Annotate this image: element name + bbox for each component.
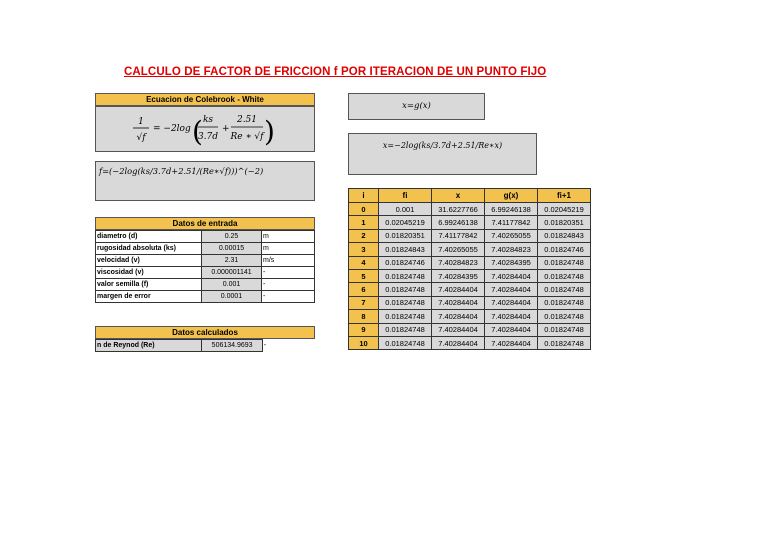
colebrook-equation — [95, 106, 315, 152]
term1-numerator: ks — [202, 115, 214, 125]
iteration-cell: 6.99246138 — [485, 203, 538, 216]
iteration-cell: 7.40284823 — [432, 256, 485, 269]
iteration-cell: 0.01820351 — [379, 229, 432, 242]
iteration-cell: 7.40284404 — [485, 310, 538, 323]
fixed-point-box: x=g(x) — [348, 93, 485, 120]
input-label: valor semilla (f) — [96, 279, 202, 291]
lhs-numerator: 1 — [138, 117, 144, 127]
calc-label: n de Reynod (Re) — [96, 340, 202, 352]
input-row — [96, 255, 315, 267]
iteration-row — [349, 256, 591, 269]
input-label: rugosidad absoluta (ks) — [96, 243, 202, 255]
colebrook-equation-svg — [96, 107, 316, 153]
input-label: viscosidad (v) — [96, 267, 202, 279]
iteration-cell: 0.01824748 — [379, 336, 432, 349]
iteration-cell: 7.40284404 — [432, 310, 485, 323]
iteration-header-2: x — [432, 189, 485, 203]
iteration-cell: 0.02045219 — [379, 216, 432, 229]
iteration-index: 7 — [349, 296, 379, 309]
input-value[interactable]: 0.0001 — [202, 291, 262, 303]
iteration-index: 8 — [349, 310, 379, 323]
calc-header: Datos calculados — [95, 326, 315, 339]
input-value[interactable]: 0.000001141 — [202, 267, 262, 279]
iteration-row — [349, 216, 591, 229]
iteration-cell: 0.01824748 — [379, 269, 432, 282]
input-row — [96, 243, 315, 255]
iteration-index: 0 — [349, 203, 379, 216]
iteration-row — [349, 229, 591, 242]
iteration-cell: 0.01824748 — [538, 283, 591, 296]
iteration-index: 5 — [349, 269, 379, 282]
plus-sign: + — [222, 124, 230, 134]
eq-operator: = −2log — [153, 124, 191, 134]
iteration-cell: 7.40284404 — [432, 336, 485, 349]
input-value[interactable]: 2.31 — [202, 255, 262, 267]
iteration-cell: 7.40265055 — [432, 243, 485, 256]
iteration-cell: 7.40284404 — [432, 296, 485, 309]
input-row — [96, 279, 315, 291]
iteration-cell: 0.01824748 — [538, 296, 591, 309]
input-row — [96, 267, 315, 279]
lhs-denominator: √f — [136, 133, 146, 143]
iteration-cell: 7.40284404 — [432, 283, 485, 296]
term1-denominator: 3.7d — [197, 132, 219, 142]
input-value[interactable]: 0.00015 — [202, 243, 262, 255]
iteration-cell: 7.40284395 — [485, 256, 538, 269]
iteration-cell: 7.40284404 — [485, 323, 538, 336]
iteration-row — [349, 323, 591, 336]
iteration-table — [348, 188, 591, 350]
iteration-cell: 0.01824748 — [538, 269, 591, 282]
iteration-index: 3 — [349, 243, 379, 256]
input-unit: m/s — [262, 255, 315, 267]
input-unit: m — [262, 243, 315, 255]
inputs-header: Datos de entrada — [95, 217, 315, 230]
iteration-cell: 7.40284823 — [485, 243, 538, 256]
iteration-row — [349, 203, 591, 216]
page-title: CALCULO DE FACTOR DE FRICCION f POR ITERACION DE UN PUNTO FIJO — [124, 66, 547, 78]
input-label: margen de error — [96, 291, 202, 303]
iteration-index: 1 — [349, 216, 379, 229]
term2-numerator: 2.51 — [236, 115, 258, 125]
iteration-row — [349, 243, 591, 256]
calc-table — [95, 339, 315, 352]
input-value[interactable]: 0.25 — [202, 231, 262, 243]
iteration-header-4: fi+1 — [538, 189, 591, 203]
iteration-cell: 7.40284404 — [485, 296, 538, 309]
iteration-row — [349, 310, 591, 323]
iteration-cell: 7.40284404 — [485, 283, 538, 296]
svg-text:(: ( — [192, 115, 203, 148]
iteration-index: 4 — [349, 256, 379, 269]
iteration-cell: 7.40284404 — [485, 336, 538, 349]
f-formula-box: f=(−2log(ks/3.7d+2.51/(Re∗√f)))^(−2) — [95, 161, 315, 201]
input-unit: - — [262, 291, 315, 303]
input-value[interactable]: 0.001 — [202, 279, 262, 291]
iteration-cell: 0.01824748 — [379, 296, 432, 309]
iteration-cell: 0.01824748 — [538, 256, 591, 269]
iteration-cell: 0.01824748 — [538, 310, 591, 323]
input-row — [96, 291, 315, 303]
iteration-row — [349, 336, 591, 349]
term2-denominator: Re ∗ √f — [230, 132, 264, 142]
inputs-table — [95, 230, 315, 303]
input-label: velocidad (v) — [96, 255, 202, 267]
iteration-cell: 7.40265055 — [485, 229, 538, 242]
calc-unit: - — [262, 340, 315, 352]
iteration-index: 6 — [349, 283, 379, 296]
iteration-cell: 0.01820351 — [538, 216, 591, 229]
iteration-cell: 0.02045219 — [538, 203, 591, 216]
iteration-cell: 7.40284404 — [432, 323, 485, 336]
iteration-header-0: i — [349, 189, 379, 203]
iteration-cell: 7.41177842 — [432, 229, 485, 242]
iteration-cell: 0.01824748 — [379, 283, 432, 296]
input-unit: m — [262, 231, 315, 243]
calc-row — [96, 340, 316, 352]
iteration-cell: 7.40284395 — [432, 269, 485, 282]
iteration-cell: 0.01824748 — [379, 310, 432, 323]
input-unit: - — [262, 267, 315, 279]
svg-text:): ) — [264, 115, 275, 148]
iteration-header-1: fi — [379, 189, 432, 203]
iteration-index: 10 — [349, 336, 379, 349]
iteration-header-3: g(x) — [485, 189, 538, 203]
iteration-row — [349, 296, 591, 309]
iteration-cell: 0.01824843 — [379, 243, 432, 256]
iteration-cell: 0.01824746 — [379, 256, 432, 269]
iteration-cell: 6.99246138 — [432, 216, 485, 229]
input-row — [96, 231, 315, 243]
iteration-cell: 7.41177842 — [485, 216, 538, 229]
input-unit: - — [262, 279, 315, 291]
input-label: diametro (d) — [96, 231, 202, 243]
iteration-cell: 7.40284404 — [485, 269, 538, 282]
iteration-row — [349, 283, 591, 296]
x-formula-box: x=−2log(ks/3.7d+2.51/Re∗x) — [348, 133, 537, 175]
iteration-cell: 0.01824748 — [379, 323, 432, 336]
colebrook-header: Ecuacion de Colebrook - White — [95, 93, 315, 106]
calc-value: 506134.9693 — [202, 340, 262, 352]
iteration-index: 9 — [349, 323, 379, 336]
iteration-cell: 0.01824748 — [538, 323, 591, 336]
iteration-cell: 0.001 — [379, 203, 432, 216]
iteration-cell: 31.6227766 — [432, 203, 485, 216]
iteration-cell: 0.01824843 — [538, 229, 591, 242]
iteration-cell: 0.01824748 — [538, 336, 591, 349]
iteration-index: 2 — [349, 229, 379, 242]
iteration-row — [349, 269, 591, 282]
iteration-cell: 0.01824746 — [538, 243, 591, 256]
